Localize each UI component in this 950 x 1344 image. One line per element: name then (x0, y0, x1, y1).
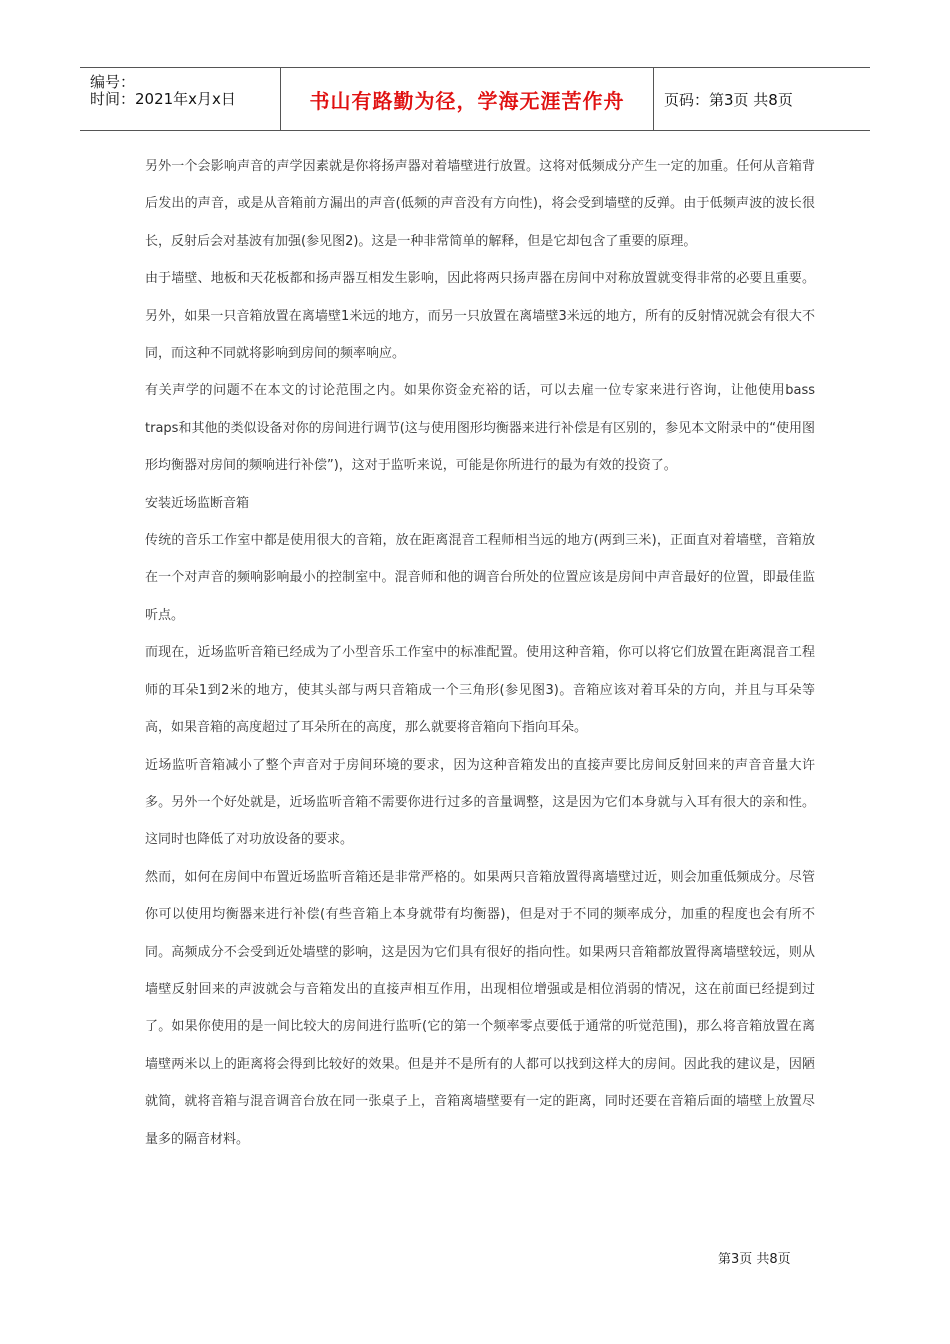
paragraph: 有关声学的问题不在本文的讨论范围之内。如果你资金充裕的话，可以去雇一位专家来进行咨询，让他使用bass traps和其他的类似设备对你的房间进行调节(这与使用图形均衡器来进行补偿是有区别的，参见本文附录中的“使用图形均衡器对房间的频响进行补偿”)，这对于监听来说，可能是你所进行的最为有效的投资了。 (145, 383, 815, 474)
section-heading: 安装近场监断音箱 (145, 495, 250, 511)
paragraph: 传统的音乐工作室中都是使用很大的音箱，放在距离混音工程师相当远的地方(两到三米)，正面直对着墙壁，音箱放在一个对声音的频响影响最小的控制室中。混音师和他的调音台所处的位置应该是房间中声音最好的位置，即最佳监听点。 (145, 533, 815, 623)
paragraph: 近场监听音箱减小了整个声音对于房间环境的要求，因为这种音箱发出的直接声要比房间反射回来的声音音量大许多。另外一个好处就是，近场监听音箱不需要你进行过多的音量调整，这是因为它们本身就与入耳有很大的亲和性。这同时也降低了对功放设备的要求。 (145, 757, 815, 848)
paragraph: 然而，如何在房间中布置近场监听音箱还是非常严格的。如果两只音箱放置得离墙壁过近，则会加重低频成分。尽管你可以使用均衡器来进行补偿(有些音箱上本身就带有均衡器)，但是对于不同的频率成分，加重的程度也会有所不同。高频成分不会受到近处墙壁的影响，这是因为它们具有很好的指向性。如果两只音箱都放置得离墙壁较远，则从墙壁反射回来的声波就会与音箱发出的直接声相互作用，出现相位增强或是相位消弱的情况，这在前面已经提到过了。如果你使用的是一间比较大的房间进行监听(它的第一个频率零点要低于通常的听觉范围)，那么将音箱放置在离墙壁两米以上的距离将会得到比较好的效果。但是并不是所有的人都可以找到这样大的房间。因此我的建议是，因陋就简，就将音箱与混音调音台放在同一张桌子上，音箱离墙壁要有一定的距离，同时还要在音箱后面的墙壁上放置尽量多的隔音材料。 (145, 869, 815, 1147)
page-footer-number: 第3页 共8页 (718, 1252, 791, 1267)
paragraph: 而现在，近场监听音箱已经成为了小型音乐工作室中的标准配置。使用这种音箱，你可以将它们放置在距离混音工程师的耳朵1到2米的地方，使其头部与两只音箱成一个三角形(参见图3)。音箱应该对着耳朵的方向，并且与耳朵等高，如果音箱的高度超过了耳朵所在的高度，那么就要将音箱向下指向耳朵。 (145, 645, 815, 736)
serial-label: 编号： (90, 73, 136, 91)
header-page-code: 页码：第3页 共8页 (664, 90, 793, 109)
page-header (80, 67, 870, 131)
paragraph: 另外一个会影响声音的声学因素就是你将扬声器对着墙壁进行放置。这将对低频成分产生一定的加重。任何从音箱背后发出的声音，或是从音箱前方漏出的声音(低频的声音没有方向性)，将会受到墙壁的反弹。由于低频声波的波长很长，反射后会对基波有加强(参见图2)。这是一种非常简单的解释，但是它却包含了重要的原理。 (145, 159, 815, 249)
header-motto-cell (281, 68, 654, 130)
header-page-cell (654, 68, 870, 130)
paragraph: 由于墙壁、地板和天花板都和扬声器互相发生影响，因此将两只扬声器在房间中对称放置就变得非常的必要且重要。另外，如果一只音箱放置在离墙壁1米远的地方，而另一只放置在离墙壁3米远的地方，所有的反射情况就会有很大不同，而这种不同就将影响到房间的频率响应。 (145, 271, 815, 362)
date-label: 时间：2021年x月x日 (90, 90, 236, 108)
document-body (145, 148, 815, 1158)
header-motto: 书山有路勤为径，学海无涯苦作舟 (309, 88, 625, 113)
header-info-cell (80, 68, 281, 130)
